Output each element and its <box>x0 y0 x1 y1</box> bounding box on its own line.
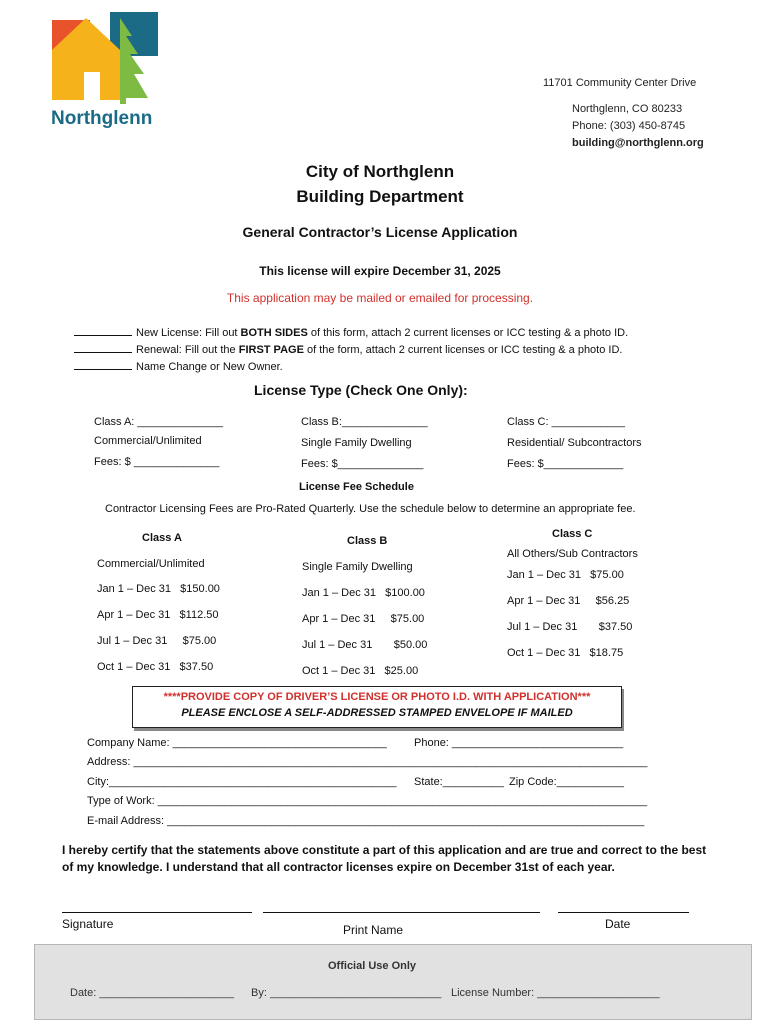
license-class-class[interactable]: Class B:______________ <box>301 416 428 428</box>
title-city: City of Northglenn <box>305 162 455 181</box>
certify-line2: of my knowledge. I understand that all contractor licenses expire on December 31st of each year. <box>62 860 615 874</box>
license-type-heading: License Type (Check One Only): <box>254 382 468 398</box>
title-department: Building Department <box>296 187 464 206</box>
option-text-bold: FIRST PAGE <box>238 344 304 356</box>
company-name-field[interactable]: Company Name: ___________________________________ <box>87 737 387 749</box>
schedule-class-name: Class C <box>552 528 593 540</box>
option-checkbox-line[interactable] <box>74 325 132 336</box>
phone-field[interactable]: Phone: ____________________________ <box>414 737 624 749</box>
signature-line[interactable] <box>62 912 252 913</box>
option-text-post: of the form, attach 2 current licenses or ICC testing & a photo ID. <box>303 344 623 356</box>
license-class-fees[interactable]: Fees: $_____________ <box>507 458 624 470</box>
official-date-field[interactable]: Date: ______________________ <box>70 987 234 999</box>
logo-wordmark: Northglenn <box>51 108 153 129</box>
form-subtitle: General Contractor’s License Application <box>242 224 518 240</box>
official-use-box <box>34 944 752 1020</box>
id-notice-line2: PLEASE ENCLOSE A SELF-ADDRESSED STAMPED ENVELOPE IF MAILED <box>181 707 573 719</box>
option-row <box>74 325 628 339</box>
mail-notice: This application may be mailed or emailed for processing. <box>226 291 534 305</box>
license-class-desc: Single Family Dwelling <box>301 437 412 449</box>
expire-notice: This license will expire December 31, 2025 <box>259 264 501 278</box>
address-field[interactable]: Address: ____________________________________________________________________________________ <box>87 756 648 768</box>
schedule-fee-row: Oct 1 – Dec 31 $18.75 <box>507 647 624 659</box>
logo-house-door <box>88 76 98 100</box>
schedule-class-name: Class A <box>142 532 182 544</box>
official-use-title: Official Use Only <box>328 960 417 972</box>
city-field[interactable]: City:_______________________________________________ <box>87 776 397 788</box>
schedule-fee-row: Oct 1 – Dec 31 $37.50 <box>97 661 214 673</box>
option-text-bold: BOTH SIDES <box>240 327 308 339</box>
date-line[interactable] <box>558 912 689 913</box>
email-field[interactable]: E-mail Address: ______________________________________________________________________________ <box>87 815 645 827</box>
schedule-fee-row: Jan 1 – Dec 31 $150.00 <box>97 583 220 595</box>
schedule-fee-row: Oct 1 – Dec 31 $25.00 <box>302 665 419 677</box>
license-class-fees[interactable]: Fees: $ ______________ <box>94 456 220 468</box>
official-by-field[interactable]: By: ____________________________ <box>251 987 442 999</box>
address-phone: Phone: (303) 450-8745 <box>572 120 686 132</box>
license-class-class[interactable]: Class C: ____________ <box>507 416 626 428</box>
date-label: Date <box>605 917 631 931</box>
schedule-fee-row: Jul 1 – Dec 31 $37.50 <box>507 621 633 633</box>
option-text-pre: Renewal: Fill out the <box>136 344 239 356</box>
schedule-fee-row: Jul 1 – Dec 31 $50.00 <box>302 639 428 651</box>
address-city: Northglenn, CO 80233 <box>572 103 683 115</box>
address-email[interactable]: building@northglenn.org <box>572 137 704 149</box>
schedule-fee-row: Apr 1 – Dec 31 $56.25 <box>507 595 630 607</box>
type-of-work-field[interactable]: Type of Work: ________________________________________________________________________________ <box>87 795 648 807</box>
schedule-fee-row: Jul 1 – Dec 31 $75.00 <box>97 635 217 647</box>
fee-schedule-note: Contractor Licensing Fees are Pro-Rated Quarterly. Use the schedule below to determine an appropriate fee. <box>105 503 636 515</box>
id-notice-line1: ****PROVIDE COPY OF DRIVER’S LICENSE OR PHOTO I.D. WITH APPLICATION*** <box>163 691 591 703</box>
option-row <box>74 359 283 373</box>
certify-line1: I hereby certify that the statements above constitute a part of this application and are true and correct to the best <box>62 843 707 857</box>
schedule-fee-row: Jan 1 – Dec 31 $100.00 <box>302 587 425 599</box>
address-street: 11701 Community Center Drive <box>543 77 697 89</box>
schedule-class-desc: Single Family Dwelling <box>302 561 413 573</box>
license-class-class[interactable]: Class A: ______________ <box>94 416 224 428</box>
state-field[interactable]: State:__________ <box>414 776 504 788</box>
option-row <box>74 342 622 356</box>
option-checkbox-line[interactable] <box>74 342 132 353</box>
option-text-pre: Name Change or New Owner. <box>136 361 283 373</box>
license-class-desc: Residential/ Subcontractors <box>507 437 642 449</box>
print-name-line[interactable] <box>263 912 540 913</box>
official-license-number-field[interactable]: License Number: ____________________ <box>451 987 660 999</box>
fee-schedule-heading: License Fee Schedule <box>299 481 414 493</box>
license-class-desc: Commercial/Unlimited <box>94 435 202 447</box>
license-class-fees[interactable]: Fees: $______________ <box>301 458 424 470</box>
schedule-class-name: Class B <box>347 535 388 547</box>
option-text-post: of this form, attach 2 current licenses or ICC testing & a photo ID. <box>307 327 629 339</box>
schedule-class-desc: All Others/Sub Contractors <box>507 548 638 560</box>
id-notice-box <box>132 686 622 728</box>
schedule-class-desc: Commercial/Unlimited <box>97 558 205 570</box>
zip-field[interactable]: Zip Code:___________ <box>509 776 624 788</box>
schedule-fee-row: Apr 1 – Dec 31 $75.00 <box>302 613 425 625</box>
option-checkbox-line[interactable] <box>74 359 132 370</box>
signature-label: Signature <box>62 917 114 931</box>
schedule-fee-row: Jan 1 – Dec 31 $75.00 <box>507 569 624 581</box>
schedule-fee-row: Apr 1 – Dec 31 $112.50 <box>97 609 219 621</box>
print-name-label: Print Name <box>343 923 404 937</box>
option-text-pre: New License: Fill out <box>136 327 241 339</box>
